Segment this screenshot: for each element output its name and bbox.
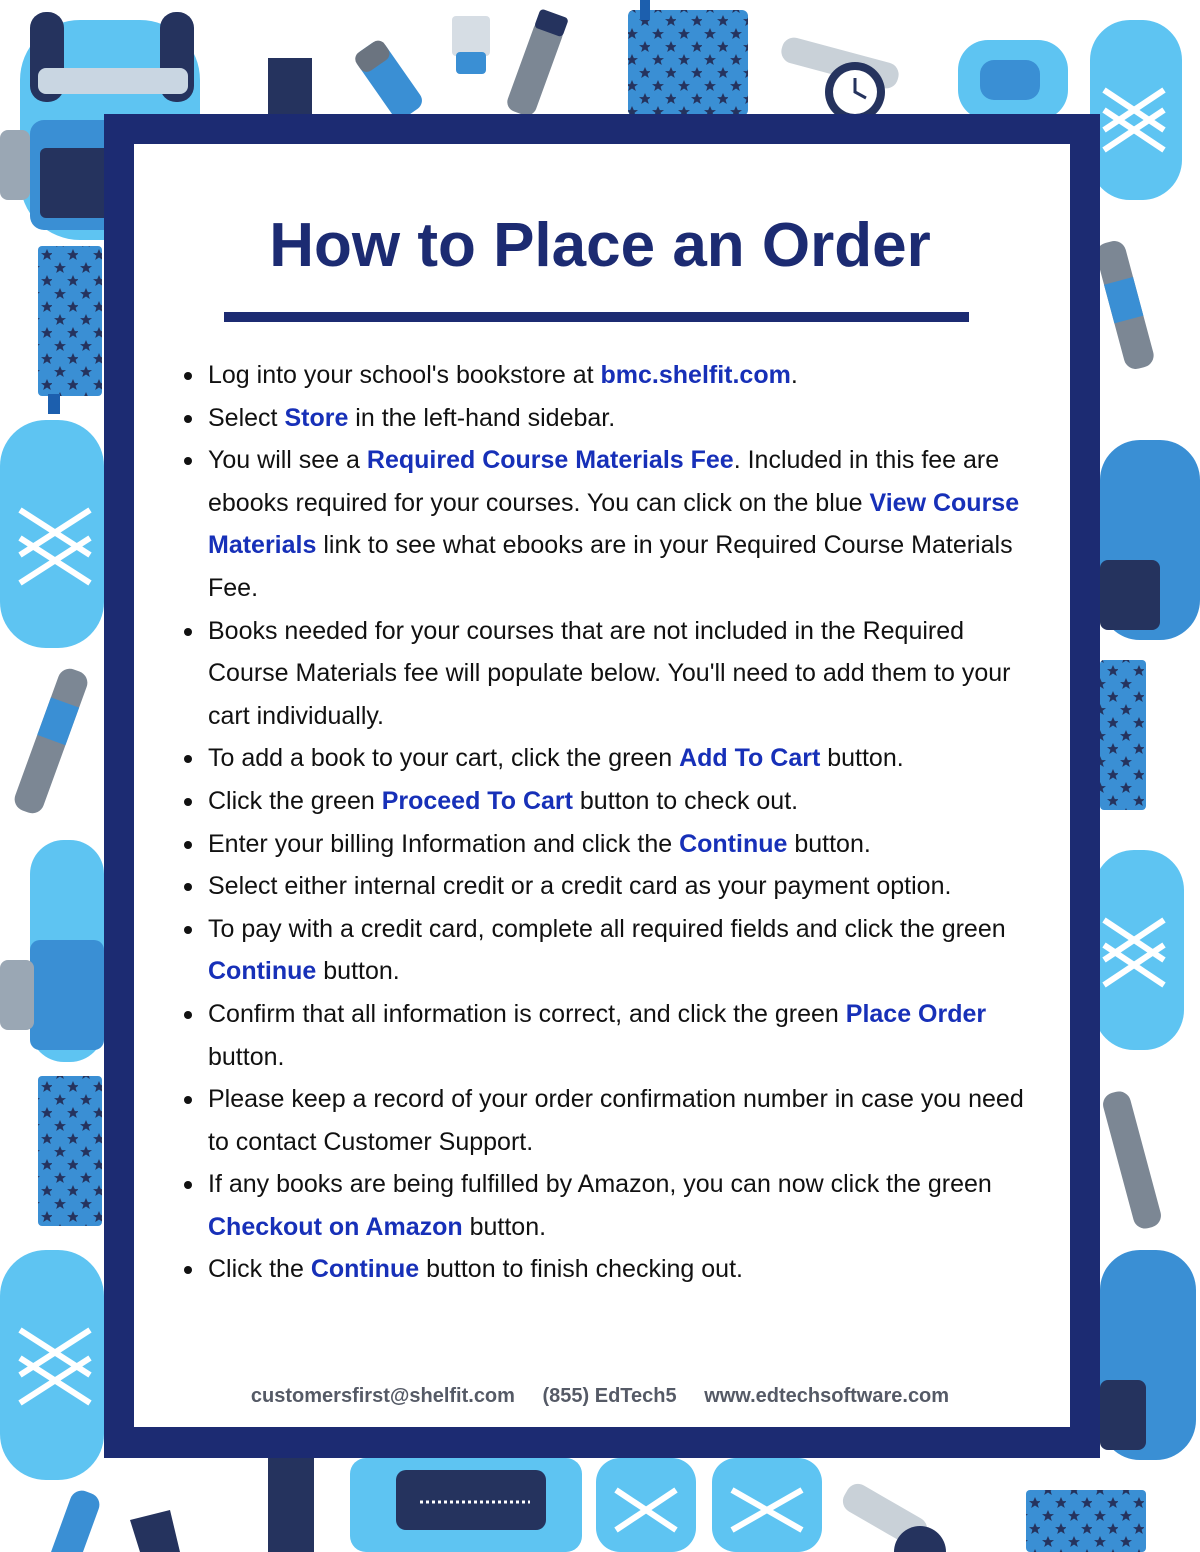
contact-email: customersfirst@shelfit.com xyxy=(250,1385,515,1407)
step-text: To add a book to your cart, click the green xyxy=(208,744,680,773)
step-text: If any books are being fulfilled by Amazon, you can now click the green xyxy=(208,1170,992,1199)
marker-icon xyxy=(352,37,426,122)
step-item xyxy=(208,1163,1038,1248)
step-text: You will see a xyxy=(208,446,367,475)
step-item xyxy=(208,610,1038,738)
pencil-icon xyxy=(130,1510,180,1552)
title-underline xyxy=(224,312,969,322)
step-highlight: Required Course Materials Fee xyxy=(366,446,734,475)
sneaker-icon xyxy=(1090,20,1182,200)
step-text: link to see what ebooks are in your Required Course Materials Fee. xyxy=(208,531,1013,602)
step-highlight: Proceed To Cart xyxy=(381,786,573,815)
sneaker-icon xyxy=(958,40,1068,120)
notebook-icon xyxy=(1100,660,1146,810)
step-item xyxy=(208,993,1038,1078)
sneaker-icon xyxy=(712,1458,822,1552)
step-highlight: Continue xyxy=(310,1255,420,1284)
notebook-icon xyxy=(38,1076,102,1226)
order-steps-list xyxy=(208,354,1038,1291)
backpack-icon xyxy=(1100,440,1200,640)
step-highlight: Continue xyxy=(208,957,317,986)
step-text: button to finish checking out. xyxy=(419,1255,743,1284)
step-item xyxy=(208,439,1038,609)
step-item xyxy=(208,1248,1038,1291)
step-text: button. xyxy=(820,744,904,773)
step-item xyxy=(208,823,1038,866)
step-text: . Included in this fee are ebooks required for your courses. You can click on the blue xyxy=(208,446,1000,517)
wristwatch-icon xyxy=(839,1480,946,1552)
step-text: Please keep a record of your order confirmation number in case you need to contact Customer Support. xyxy=(208,1085,1024,1156)
pen-icon xyxy=(504,8,568,118)
step-item xyxy=(208,865,1038,908)
step-highlight: bmc.shelfit.com xyxy=(600,361,791,389)
step-text: button. xyxy=(462,1212,547,1241)
pen-icon xyxy=(11,665,90,816)
step-highlight: Place Order xyxy=(845,999,987,1028)
pen-icon xyxy=(47,1487,103,1552)
backpack-icon xyxy=(350,1458,582,1552)
step-text: button. xyxy=(316,957,400,986)
step-text: button to check out. xyxy=(572,786,799,815)
step-item xyxy=(208,737,1038,780)
contact-phone: (855) EdTech5 xyxy=(542,1385,677,1407)
sneaker-icon xyxy=(596,1458,696,1552)
step-item xyxy=(208,397,1038,440)
backpack-icon xyxy=(0,840,104,1062)
step-highlight: Continue xyxy=(679,829,788,858)
ruler-icon xyxy=(268,1458,314,1552)
sneaker-icon xyxy=(0,1250,104,1480)
sneaker-icon xyxy=(0,420,104,648)
backpack-icon xyxy=(1100,1250,1196,1460)
wristwatch-icon xyxy=(779,35,902,122)
eraser-icon xyxy=(452,16,490,74)
step-text: To pay with a credit card, complete all required fields and click the green xyxy=(208,914,1006,943)
step-text: button. xyxy=(208,1042,285,1071)
contact-website: www.edtechsoftware.com xyxy=(704,1385,950,1407)
step-highlight: View Course Materials xyxy=(208,488,1020,560)
step-text: Log into your school's bookstore at xyxy=(208,361,601,389)
step-item xyxy=(208,1078,1038,1163)
pen-icon xyxy=(1100,1089,1163,1231)
step-highlight: Add To Cart xyxy=(679,744,821,773)
step-text: Books needed for your courses that are not included in the Required Course Materials fee will populate below. You'll need to add them to your cart individually. xyxy=(208,616,1011,730)
step-text: . xyxy=(790,361,798,389)
notebook-icon xyxy=(1026,1490,1146,1552)
page-title: How to Place an Order xyxy=(269,211,931,280)
step-text: in the left-hand sidebar. xyxy=(348,403,616,432)
step-text: button. xyxy=(787,829,871,858)
step-item xyxy=(208,780,1038,823)
step-text: Click the xyxy=(208,1255,311,1284)
step-highlight: Store xyxy=(284,403,349,432)
step-item xyxy=(208,908,1038,993)
step-item xyxy=(208,354,1038,397)
sneaker-icon xyxy=(1094,850,1184,1050)
step-highlight: Checkout on Amazon xyxy=(208,1212,463,1241)
step-text: Click the green xyxy=(208,786,382,815)
step-text: Confirm that all information is correct, and click the green xyxy=(208,999,846,1028)
notebook-icon xyxy=(628,0,748,116)
ruler-icon xyxy=(268,58,312,118)
step-text: Select either internal credit or a credit card as your payment option. xyxy=(208,872,952,901)
contact-footer xyxy=(0,1385,1200,1408)
step-text: Enter your billing Information and click the xyxy=(208,829,680,858)
step-text: Select xyxy=(208,403,285,432)
